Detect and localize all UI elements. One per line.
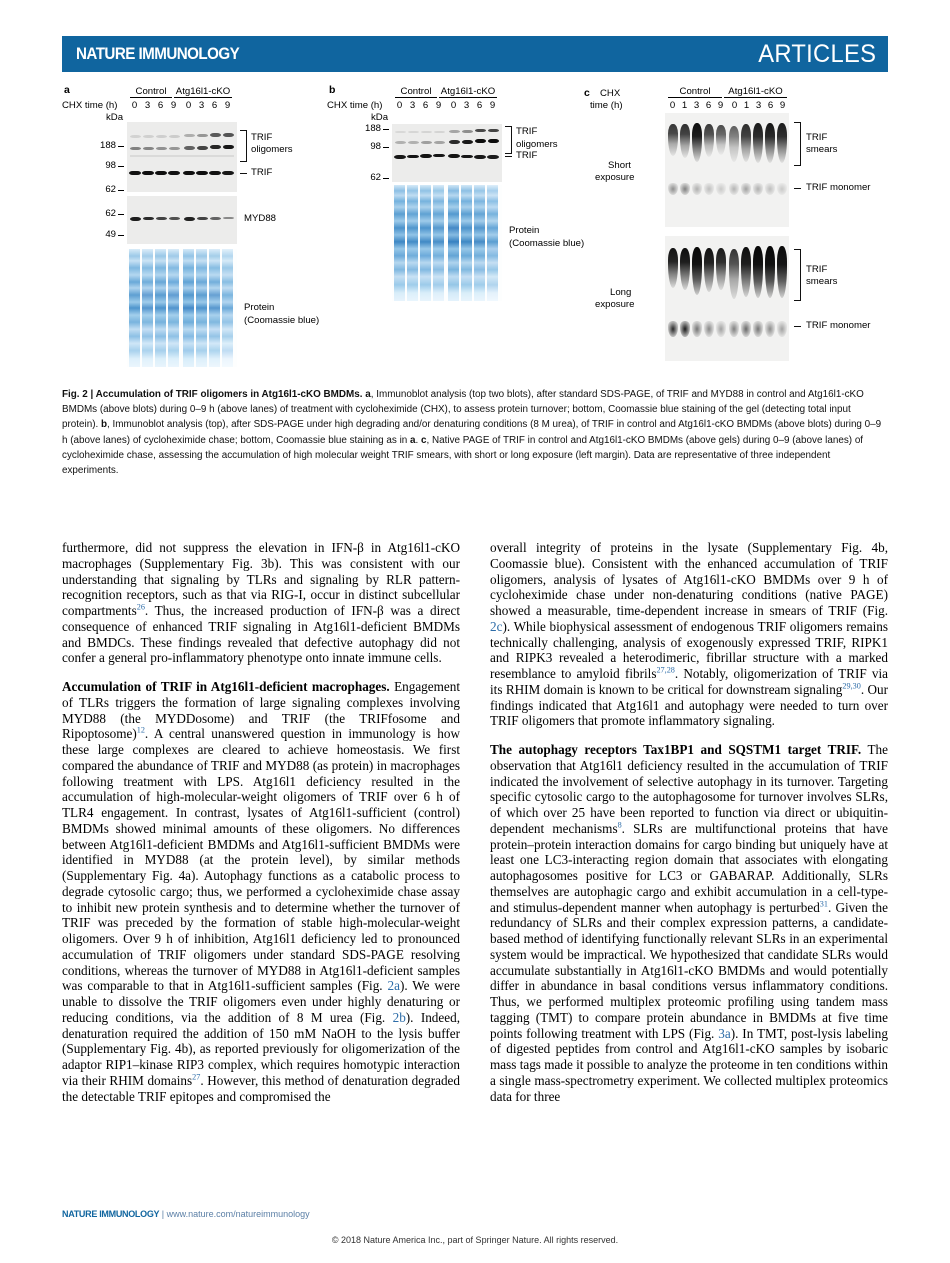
figure-panel-b (327, 84, 587, 379)
caption-part-b-letter: b (100, 419, 108, 431)
panel-c-lane-6: 1 (743, 100, 750, 111)
para-left-2-c: ). We were unable to dissolve the TRIF oligomers even under highly denaturing or reducing conditions, via the addition of 8 M urea (Fig. (62, 978, 460, 1025)
para-left-2-b: . A central unanswered question in immunology is how these large complexes are cleared to achieve homeostasis. We first compared the abundance of TRIF and MYD88 (as protein) in macrophages following treatment with LPS. Atg16l1 deficiency resulted in the accumulation of high-molecular-weight oligomers of TRIF over 6 h of TLR4 engagement. In contrast, lysates of Atg16l1-sufficient (control) BMDMs showed minimal amounts of these oligomers. No differences between Atg16l1-deficient BMDMs and Atg16l1-sufficient BMDMs were identified in MYD88 (at the protein level), by similar methods (Supplementary Fig. 4a). Autophagy functions as a catabolic process to degrade cytosolic cargo; thus, we performed a cycloheximide chase assay to inhibit new protein synthesis and to determine whether the turnover of TRIF was preceded by the formation of stable high-molecular-weight oligomers. Over 9 h of inhibition, Atg16l1 deficiency led to pronounced accumulation of TRIF oligomers under standard SDS-PAGE resolving conditions, whereas the turnover of MYD88 in Atg16l1-deficient samples was comparable to that in Atg16l1-sufficient samples (Fig. (62, 726, 460, 994)
page-header-bar (62, 36, 888, 72)
panel-b-lane-1: 3 (409, 100, 416, 111)
panel-b-marker-188: 188 (364, 123, 381, 134)
section-heading-autophagy-receptors: The autophagy receptors Tax1BP1 and SQSTM1 target TRIF. (490, 742, 862, 757)
panel-c-long-exposure-line1: Long (610, 287, 632, 298)
panel-c-annot-smears-short-line2: smears (806, 144, 838, 155)
panel-b-lane-0: 0 (396, 100, 403, 111)
caption-part-b-tail: . (415, 434, 422, 446)
panel-a-coomassie-gel (127, 249, 237, 367)
panel-b-lane-6: 6 (476, 100, 483, 111)
panel-b-lane-4: 0 (450, 100, 457, 111)
panel-a-oligomer-bracket (240, 130, 247, 162)
page-footer (62, 1209, 888, 1245)
panel-a-tick-62 (118, 190, 124, 191)
panel-c-monomer-dash-long (794, 326, 801, 327)
panel-b-group-rule-control (395, 97, 437, 98)
panel-a-tick-62b (118, 214, 124, 215)
panel-c-annot-monomer-long: TRIF monomer (806, 320, 871, 331)
panel-b-trif-dash (505, 156, 512, 157)
caption-title: Accumulation of TRIF oligomers in Atg16l1-cKO BMDMs. (93, 389, 366, 400)
panel-a-lane-7: 9 (224, 100, 231, 111)
para-left-1-b: . Thus, the increased production of IFN-β was a direct consequence of enhanced TRIF signaling in Atg16l1-deficient BMDMs and BMDCs. These findings revealed that defective autophagy did not confer a general pro-inflammatory phenotype onto innate immune cells. (62, 603, 460, 666)
para-left-1-a: furthermore, did not suppress the elevation in IFN-β in Atg16l1-cKO macrophages (Supplementary Fig. 3b). This was consistent with our understanding that signaling by TLRs and signaling by RLR pattern-recognition receptors, such as that via RIG-I, occur in distinct subcellular compartments (62, 540, 460, 618)
paragraph-right-1 (490, 540, 888, 729)
panel-a-blot-myd88 (127, 196, 237, 244)
panel-a-lane-1: 3 (144, 100, 151, 111)
paragraph-left-2 (62, 679, 460, 1104)
panel-a-annot-oligomers-line2: oligomers (251, 144, 293, 155)
panel-a-annot-oligomers-line1: TRIF (251, 132, 273, 143)
panel-c-lane-8: 6 (767, 100, 774, 111)
panel-c-lane-3: 6 (705, 100, 712, 111)
panel-a-time-label: CHX time (h) (62, 100, 118, 111)
citation-27-28: 27,28 (656, 665, 675, 675)
figure-link-2a[interactable]: 2a (387, 978, 400, 994)
panel-b-annot-oligomers-line1: TRIF (516, 126, 538, 137)
para-right-2-c: . Given the redundancy of SLRs and their complex expression patterns, a candidate-based method of identifying functionally relevant SLRs in an experimental system would be impractical. We hypothesized that candidate SLRs would accumulate substantially in Atg16l1-cKO BMDMs and would potentially differ in abundance in basal conditions versus inflammatory conditions. Thus, we performed multiplex proteomic profiling using tandem mass tagging (TMT) to compare protein abundance in BMDMs at five time points following treatment with LPS (Fig. (490, 899, 888, 1041)
panel-c-group-cko: Atg16l1-cKO (728, 86, 783, 97)
panel-b-letter: b (329, 84, 336, 96)
figure-2 (62, 84, 888, 379)
panel-b-blot-trif (392, 124, 502, 182)
panel-b-group-rule-cko (439, 97, 497, 98)
panel-c-lane-0: 0 (669, 100, 676, 111)
panel-c-lane-4: 9 (717, 100, 724, 111)
panel-a-annot-trif: TRIF (251, 167, 273, 178)
panel-c-lane-1: 1 (681, 100, 688, 111)
panel-a-marker-188: 188 (99, 140, 116, 151)
para-right-1-b: ). While biophysical assessment of endogenous TRIF oligomers remains technically challenging, analysis of exogenously expressed TRIF, RIPK1 and RIPK3 revealed a heterodimeric, fibrillar structure with a marked resemblance to amyloid fibrils (490, 618, 888, 681)
panel-a-lane-0: 0 (131, 100, 138, 111)
caption-part-a: , Immunoblot analysis (top two blots), after standard SDS-PAGE, of TRIF and MYD88 in control and Atg16l1-cKO BMDMs (above blots) during 0–9 h (above lanes) of treatment with cycloheximide (CHX), to assess protein turnover; bottom, Coomassie blue staining of the gel (detecting total input protein). (62, 389, 864, 431)
caption-part-c: , Native PAGE of TRIF in control and Atg16l1-cKO BMDMs (above gels) during 0–9 (above lanes) of cycloheximide chase, assessing the accumulation of high molecular weight TRIF smears, with short or long exposure (left margin). Data are representative of three independent experiments. (62, 434, 864, 477)
caption-label: Fig. 2 | (62, 389, 94, 400)
para-left-2-d: ). Indeed, denaturation required the addition of 150 mM NaOH to the lysis buffer (Supplementary Fig. 4b), as reported previously for oligomerization of the adaptor RIP1–kinase RIP3 complex, which requires homotypic interaction via their RHIM domains (62, 1009, 460, 1088)
para-right-1-d: . Our findings indicated that Atg16l1 and autophagy were needed to turn over TRIF oligomers that promote inflammatory signaling. (490, 681, 888, 729)
journal-title: NATURE IMMUNOLOGY (76, 44, 240, 63)
panel-a-group-control: Control (135, 86, 167, 97)
citation-26: 26 (136, 602, 145, 612)
panel-b-coomassie-gel (392, 185, 502, 301)
panel-a-marker-98: 98 (105, 160, 116, 171)
panel-b-annot-oligomers-line2: oligomers (516, 139, 558, 150)
citation-27: 27 (192, 1072, 201, 1082)
panel-a-group-rule-cko (174, 97, 232, 98)
panel-b-tick-98 (383, 147, 389, 148)
figure-caption (62, 387, 888, 478)
footer-journal-name: NATURE IMMUNOLOGY (62, 1209, 160, 1219)
panel-b-annot-protein-line2: (Coomassie blue) (509, 238, 585, 249)
panel-c-group-control: Control (679, 86, 711, 97)
citation-8: 8 (617, 820, 622, 830)
panel-b-group-cko: Atg16l1-cKO (440, 86, 496, 97)
panel-b-lane-5: 3 (463, 100, 470, 111)
panel-a-marker-49: 49 (105, 229, 116, 240)
panel-a-marker-62: 62 (105, 184, 116, 195)
panel-a-lane-2: 6 (157, 100, 164, 111)
panel-c-lane-2: 3 (693, 100, 700, 111)
panel-c-short-exposure-line2: exposure (595, 172, 635, 183)
panel-c-group-rule-control (668, 97, 722, 98)
panel-b-annot-protein-line1: Protein (509, 225, 540, 236)
panel-a-annot-myd88: MYD88 (244, 213, 276, 224)
caption-part-c-letter: c (421, 434, 427, 446)
figure-link-2c[interactable]: 2c (490, 618, 503, 634)
panel-c-smears-bracket-short (794, 122, 801, 166)
panel-a-marker-62b: 62 (105, 208, 116, 219)
panel-b-tick-62 (383, 178, 389, 179)
para-right-2-b: . SLRs are multifunctional proteins that have protein–protein interaction domains for cargo binding but uniquely have at least one LC3-interacting region domain that associates with elongating autophagosomes positive for LC3 or GABARAP. Additionally, SLRs themselves are autophagic cargo and exhibit accumulation in a cell-type- and stimulus-dependent manner when autophagy is perturbed (490, 820, 888, 915)
panel-a-kda-label: kDa (106, 112, 124, 123)
panel-b-tick-188 (383, 129, 389, 130)
paragraph-left-1 (62, 540, 460, 666)
para-right-2-d: ). In TMT, post-lysis labeling of digested peptides from control and Atg16l1-cKO samples by isobaric mass tags made it possible to analyze the proteome in ten conditions within a single mass-spectrometry experiment. We collected multiplex proteomics data for three (490, 1025, 888, 1104)
panel-c-annot-smears-short-line1: TRIF (806, 132, 828, 143)
panel-b-lane-2: 6 (422, 100, 429, 111)
figure-panel-c (582, 84, 888, 379)
para-right-2-a: The observation that Atg16l1 deficiency resulted in the accumulation of TRIF indicated the involvement of selective autophagy in its turnover. Targeting specific cytosolic cargo to the autophagosome for turnover involves SLRs, of which over 25 have been reported to function via direct or ubiquitin-dependent mechanisms (490, 742, 888, 836)
panel-c-lane-5: 0 (731, 100, 738, 111)
figure-link-3a[interactable]: 3a (718, 1025, 731, 1041)
copyright-notice: © 2018 Nature America Inc., part of Springer Nature. All rights reserved. (331, 1235, 619, 1245)
panel-c-smears-bracket-long (794, 249, 801, 301)
panel-b-lane-3: 9 (435, 100, 442, 111)
panel-b-marker-98: 98 (370, 141, 381, 152)
panel-b-marker-62: 62 (370, 172, 381, 183)
panel-c-lane-7: 3 (755, 100, 762, 111)
citation-29-30: 29,30 (842, 681, 861, 691)
citation-12: 12 (136, 725, 145, 735)
citation-31: 31 (819, 899, 828, 909)
panel-c-monomer-dash-short (794, 188, 801, 189)
para-left-2-e: . However, this method of denaturation degraded the detectable TRIF epitopes and compromised the (62, 1072, 461, 1104)
panel-c-annot-smears-long-line1: TRIF (806, 264, 828, 275)
panel-a-blot-trif (127, 122, 237, 192)
panel-c-gel-short-exposure (665, 113, 789, 227)
panel-a-lane-5: 3 (198, 100, 205, 111)
panel-c-group-rule-cko (724, 97, 787, 98)
panel-c-letter: c (584, 87, 590, 99)
footer-separator: | (159, 1209, 167, 1219)
panel-c-annot-smears-long-line2: smears (806, 276, 838, 287)
panel-a-tick-49 (118, 235, 124, 236)
body-column-right (490, 540, 888, 1104)
panel-b-group-control: Control (400, 86, 432, 97)
panel-b-oligomer-bracket (505, 126, 512, 154)
figure-link-2b[interactable]: 2b (392, 1009, 406, 1025)
panel-c-annot-monomer-short: TRIF monomer (806, 182, 871, 193)
section-heading-accumulation: Accumulation of TRIF in Atg16l1-deficient macrophages. (62, 679, 390, 694)
panel-a-tick-98 (118, 166, 124, 167)
panel-a-group-cko: Atg16l1-cKO (175, 86, 231, 97)
panel-b-annot-trif: TRIF (516, 150, 538, 161)
paragraph-right-2 (490, 742, 888, 1104)
caption-part-b: , Immunoblot analysis (top), after SDS-PAGE under high degrading and/or denaturing conditions (8 M urea), of TRIF in control and Atg16l1-cKO BMDMs (above blots) during 0–9 h (above lanes) of cycloheximide chase; bottom, Coomassie blue staining as in (62, 419, 882, 446)
figure-panel-a (62, 84, 337, 379)
caption-part-a-letter: a (365, 389, 371, 400)
panel-c-long-exposure-line2: exposure (595, 299, 635, 310)
para-right-1-a: overall integrity of proteins in the lysate (Supplementary Fig. 4b, Coomassie blue). Consistent with the enhanced accumulation of TRIF oligomers, analysis of lysates of Atg16l1-cKO BMDMs over 9 h of cycloheximide chase under non-denaturing conditions (native PAGE) showed a measurable, time-dependent increase in smears of TRIF (Fig. (490, 540, 888, 618)
panel-a-lane-4: 0 (185, 100, 192, 111)
panel-a-lane-6: 6 (211, 100, 218, 111)
caption-part-b-ref: a (410, 434, 416, 446)
panel-c-gel-long-exposure (665, 236, 789, 361)
panel-c-lane-9: 9 (779, 100, 786, 111)
panel-b-kda-label: kDa (371, 112, 389, 123)
panel-c-time-label-line1: CHX (600, 88, 621, 99)
panel-a-lane-3: 9 (170, 100, 177, 111)
panel-a-letter: a (64, 84, 70, 96)
panel-a-trif-dash (240, 173, 247, 174)
panel-a-annot-protein-line2: (Coomassie blue) (244, 315, 320, 326)
panel-b-lane-7: 9 (489, 100, 496, 111)
panel-b-time-label: CHX time (h) (327, 100, 383, 111)
footer-url[interactable]: www.nature.com/natureimmunology (166, 1209, 310, 1219)
panel-a-group-rule-control (130, 97, 172, 98)
para-left-2-a: Engagement of TLRs triggers the formation of large signaling complexes involving MYD88 (the MYDDosome) and TRIF (the TRIFfosome and Ripoptosome) (62, 679, 460, 742)
para-right-1-c: . Notably, oligomerization of TRIF via its RHIM domain is known to be critical for downstream signaling (490, 666, 888, 697)
panel-a-tick-188 (118, 146, 124, 147)
section-title: ARTICLES (758, 39, 876, 68)
panel-c-short-exposure-line1: Short (608, 160, 631, 171)
body-column-left (62, 540, 460, 1104)
panel-a-annot-protein-line1: Protein (244, 302, 275, 313)
panel-c-time-label-line2: time (h) (590, 100, 623, 111)
